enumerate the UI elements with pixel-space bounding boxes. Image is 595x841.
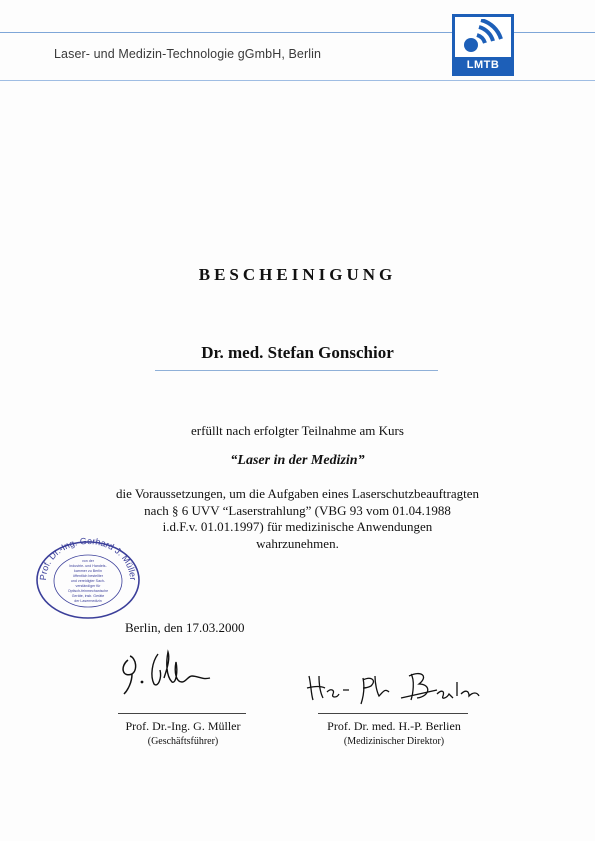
intro-text: erfüllt nach erfolgter Teilnahme am Kurs <box>191 423 404 438</box>
stamp-line: und vereidigter Sach- <box>70 579 106 583</box>
signature-line-left <box>118 713 246 714</box>
body-line: nach § 6 UVV “Laserstrahlung” (VBG 93 vom 01.04.1988 <box>144 502 451 518</box>
signer-name: Prof. Dr. med. H.-P. Berlien <box>327 719 461 733</box>
stamp-line: Industrie- und Handels- <box>69 564 107 568</box>
stamp-line: von der <box>82 559 94 563</box>
signature-line-right <box>318 713 468 714</box>
signer-left <box>108 719 258 747</box>
recipient-name: Dr. med. Stefan Gonschior <box>201 343 394 362</box>
header-bottom-rule <box>0 80 595 81</box>
signature-mueller <box>118 648 228 700</box>
place-and-date: Berlin, den 17.03.2000 <box>125 620 245 635</box>
signer-role: (Medizinischer Direktor) <box>343 736 445 747</box>
official-stamp <box>35 532 141 620</box>
body-line: wahrzunehmen. <box>256 535 339 551</box>
logo-text: LMTB <box>455 57 511 73</box>
stamp-line: verständiger für <box>75 584 101 588</box>
stamp-line: Geräte, insb. Geräte <box>71 594 105 598</box>
certificate-title: BESCHEINIGUNG <box>198 265 397 284</box>
signer-name: Prof. Dr.-Ing. G. Müller <box>125 719 241 733</box>
recipient-rule <box>155 370 438 371</box>
organization-name: Laser- und Medizin-Technologie gGmbH, Berlin <box>54 47 322 61</box>
stamp-line: der Lasermedizin <box>74 599 102 603</box>
signature-berlien <box>305 668 485 710</box>
signer-right <box>308 719 480 747</box>
body-line: i.d.F.v. 01.01.1997) für medizinische Anwendungen <box>162 519 433 534</box>
stamp-line: Optisch-feinmechanische <box>67 589 109 593</box>
course-name: “Laser in der Medizin” <box>230 453 365 468</box>
signer-role: (Geschäftsführer) <box>147 736 219 747</box>
lmtb-logo <box>452 14 514 76</box>
stamp-ring-text: Prof. Dr.-Ing. Gerhard J. Müller <box>37 535 139 581</box>
stamp-line: öffentlich bestellter <box>73 574 103 578</box>
stamp-line: kammer zu Berlin <box>74 569 102 573</box>
body-line: die Voraussetzungen, um die Aufgaben eines Laserschutzbeauftragten <box>115 486 480 501</box>
laser-signal-icon <box>457 19 509 55</box>
